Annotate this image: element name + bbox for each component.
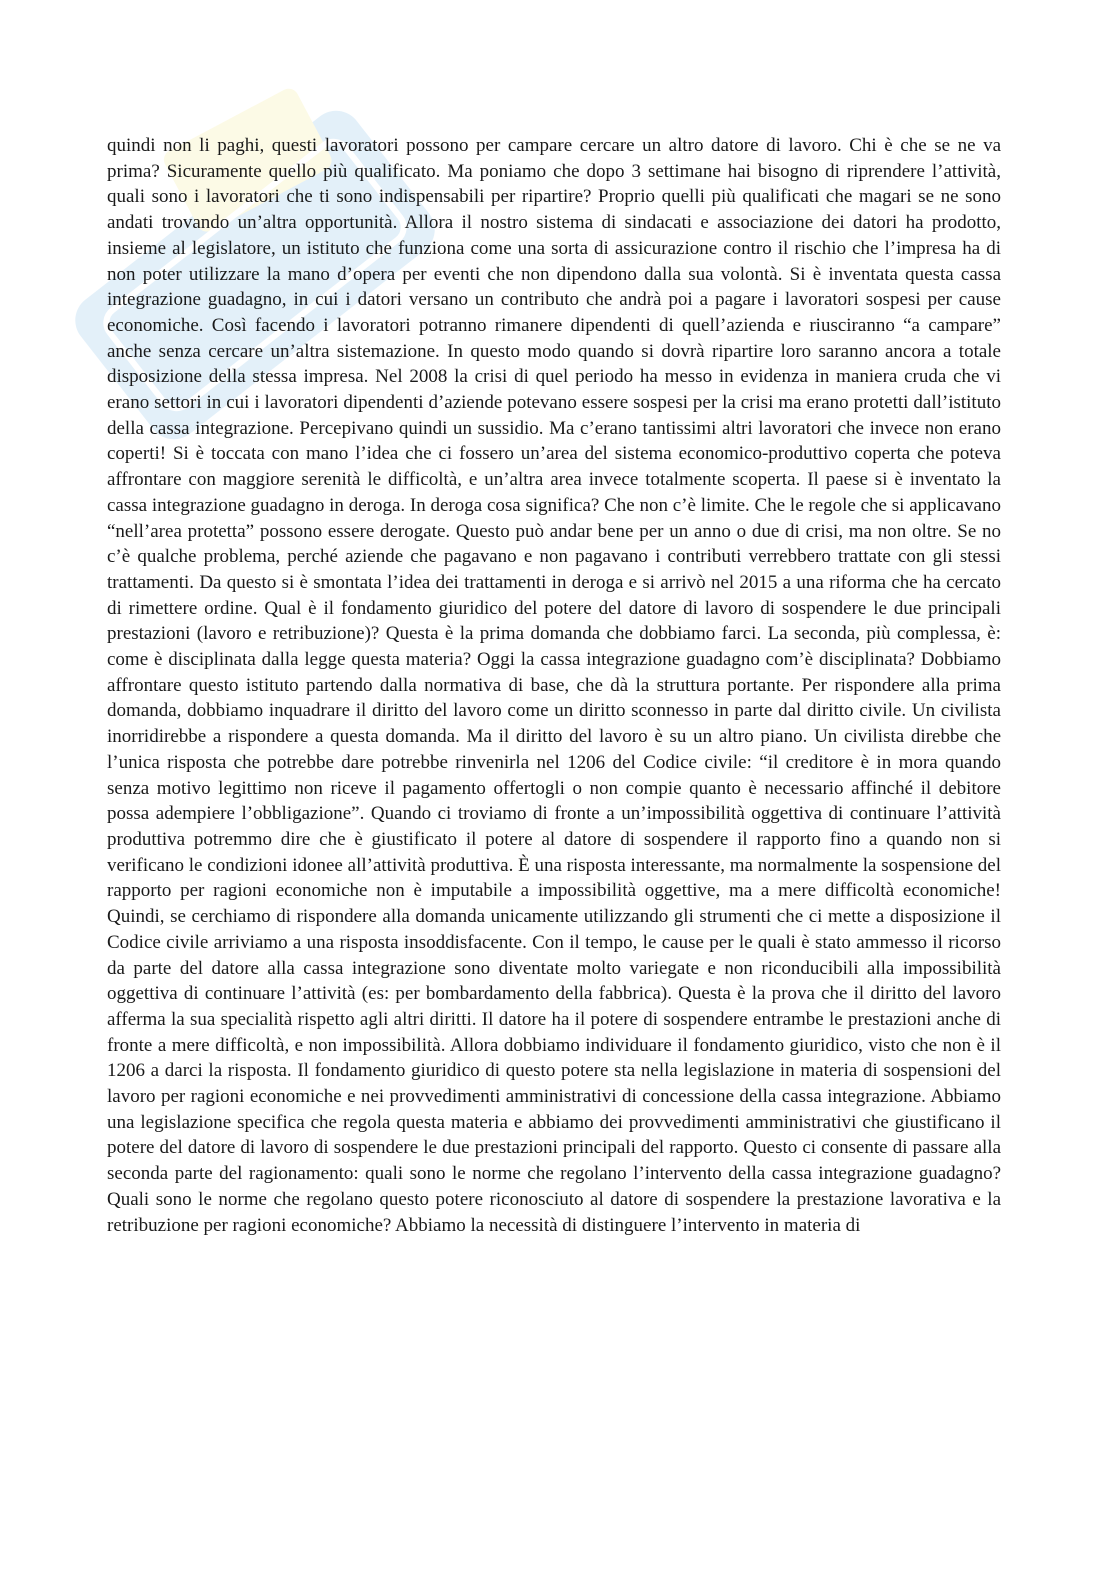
document-page: [107, 133, 1001, 1238]
body-paragraph: quindi non li paghi, questi lavoratori possono per campare cercare un altro datore di lavoro. Chi è che se ne va prima? Sicuramente quello più qualificato. Ma poniamo che dopo 3 settimane hai bisogno di riprendere l’attività, quali sono i lavoratori che ti sono indispensabili per ripartire? Proprio quelli più qualificati che magari se ne sono andati trovando un’altra opportunità. Allora il nostro sistema di sindacati e associazione dei datori ha prodotto, insieme al legislatore, un istituto che funziona come una sorta di assicurazione contro il rischio che l’impresa ha di non poter utilizzare la mano d’opera per eventi che non dipendono dalla sua volontà. Si è inventata questa cassa integrazione guadagno, in cui i datori versano un contributo che andrà poi a pagare i lavoratori sospesi per cause economiche. Così facendo i lavoratori potranno rimanere dipendenti di quell’azienda e riusciranno “a campare” anche senza cercare un’altra sistemazione. In questo modo quando si dovrà ripartire loro saranno ancora a totale disposizione della stessa impresa. Nel 2008 la crisi di quel periodo ha messo in evidenza in maniera cruda che vi erano settori in cui i lavoratori dipendenti d’aziende potevano essere sospesi per la crisi ma erano protetti dall’istituto della cassa integrazione. Percepivano quindi un sussidio. Ma c’erano tantissimi altri lavoratori che invece non erano coperti! Si è toccata con mano l’idea che ci fossero un’area del sistema economico-produttivo coperta che poteva affrontare con maggiore serenità le difficoltà, e un’altra area invece totalmente scoperta. Il paese si è inventato la cassa integrazione guadagno in deroga. In deroga cosa significa? Che non c’è limite. Che le regole che si applicavano “nell’area protetta” possono essere derogate. Questo può andar bene per un anno o due di crisi, ma non oltre. Se no c’è qualche problema, perché aziende che pagavano e non pagavano i contributi verrebbero trattate con gli stessi trattamenti. Da questo si è smontata l’idea dei trattamenti in deroga e si arrivò nel 2015 a una riforma che ha cercato di rimettere ordine. Qual è il fondamento giuridico del potere del datore di lavoro di sospendere le due principali prestazioni (lavoro e retribuzione)? Questa è la prima domanda che dobbiamo farci. La seconda, più complessa, è: come è disciplinata dalla legge questa materia? Oggi la cassa integrazione guadagno com’è disciplinata? Dobbiamo affrontare questo istituto partendo dalla normativa di base, che dà la struttura portante. Per rispondere alla prima domanda, dobbiamo inquadrare il diritto del lavoro come un diritto sconnesso in parte dal diritto civile. Un civilista inorridirebbe a rispondere a questa domanda. Ma il diritto del lavoro è su un altro piano. Un civilista direbbe che l’unica risposta che potrebbe dare potrebbe rinvenirla nel 1206 del Codice civile: “il creditore è in mora quando senza motivo legittimo non riceve il pagamento offertogli o non compie quanto è necessario affinché il debitore possa adempiere l’obbligazione”. Quando ci troviamo di fronte a un’impossibilità oggettiva di continuare l’attività produttiva potremmo dire che è giustificato il potere al datore di sospendere il rapporto fino a quando non si verificano le condizioni idonee all’attività produttiva. È una risposta interessante, ma normalmente la sospensione del rapporto per ragioni economiche non è imputabile a impossibilità oggettive, ma a mere difficoltà economiche! Quindi, se cerchiamo di rispondere alla domanda unicamente utilizzando gli strumenti che ci mette a disposizione il Codice civile arriviamo a una risposta insoddisfacente. Con il tempo, le cause per le quali è stato ammesso il ricorso da parte del datore alla cassa integrazione sono diventate molto variegate e non riconducibili alla impossibilità oggettiva di continuare l’attività (es: per bombardamento della fabbrica). Questa è la prova che il diritto del lavoro afferma la sua specialità rispetto agli altri diritti. Il datore ha il potere di sospendere entrambe le prestazioni anche di fronte a mere difficoltà, e non impossibilità. Allora dobbiamo individuare il fondamento giuridico, visto che non è il 1206 a darci la risposta. Il fondamento giuridico di questo potere sta nella legislazione in materia di sospensioni del lavoro per ragioni economiche e nei provvedimenti amministrativi di concessione della cassa integrazione. Abbiamo una legislazione specifica che regola questa materia e abbiamo dei provvedimenti amministrativi che giustificano il potere del datore di lavoro di sospendere le due prestazioni principali del rapporto. Questo ci consente di passare alla seconda parte del ragionamento: quali sono le norme che regolano l’intervento della cassa integrazione guadagno? Quali sono le norme che regolano questo potere riconosciuto al datore di sospendere la prestazione lavorativa e la retribuzione per ragioni economiche? Abbiamo la necessità di distinguere l’intervento in materia di: [107, 135, 1001, 1236]
